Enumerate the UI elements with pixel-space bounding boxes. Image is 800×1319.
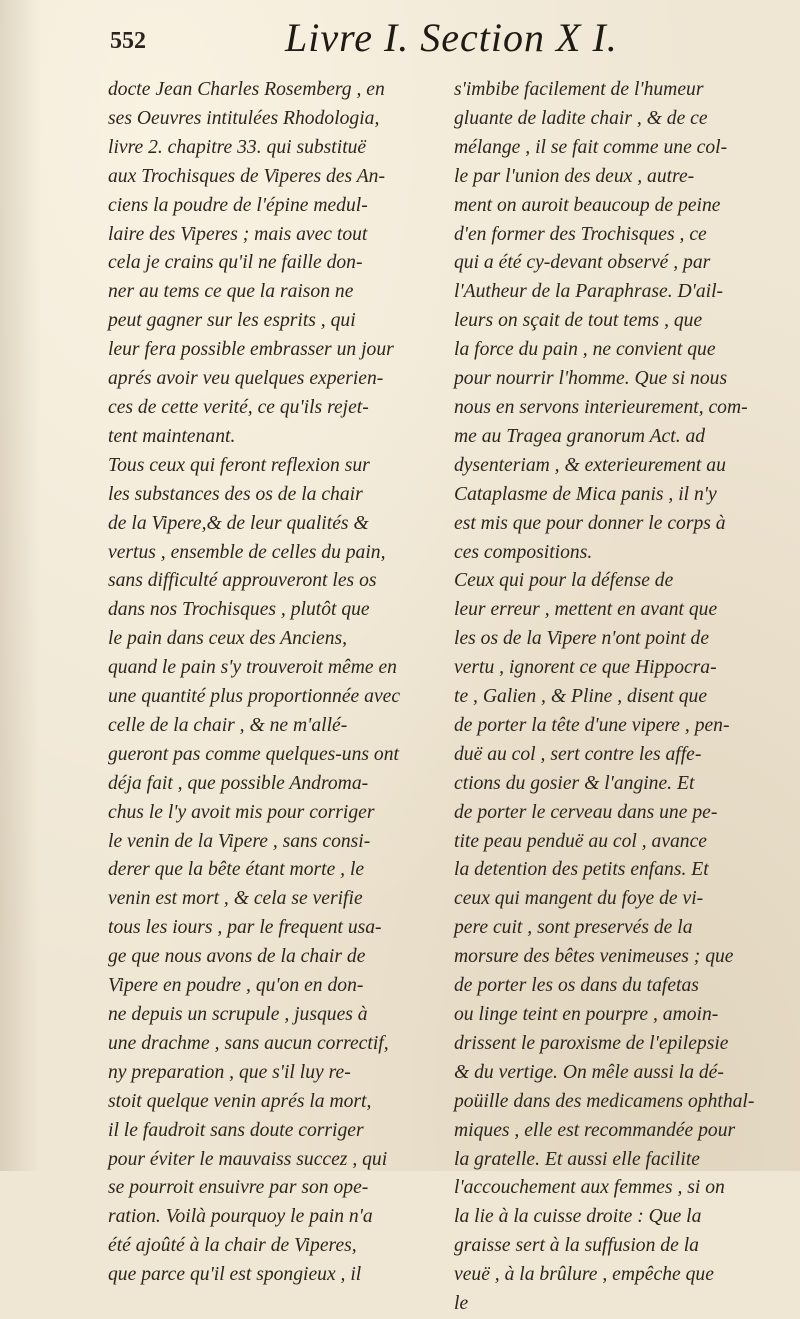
text-line: duë au col , sert contre les affe- [454, 743, 702, 765]
text-line: l'accouchement aux femmes , si on [454, 1177, 725, 1199]
text-line: le venin de la Vipere , sans consi- [108, 830, 371, 852]
text-line: Cataplasme de Mica panis , il n'y [454, 483, 717, 505]
text-line: me au Tragea granorum Act. ad [454, 425, 706, 447]
text-line: de porter le cerveau dans une pe- [454, 801, 718, 823]
text-line: les substances des os de la chair [108, 483, 363, 505]
page-number: 552 [110, 28, 146, 54]
text-line: pere cuit , sont preservés de la [454, 917, 693, 939]
right-column [454, 76, 784, 1319]
spine-shadow [0, 0, 40, 1171]
text-line: se pourroit ensuivre par son ope- [108, 1177, 369, 1199]
text-line: graisse sert à la suffusion de la [454, 1235, 699, 1257]
text-line: ge que nous avons de la chair de [108, 946, 366, 968]
text-line: nous en servons interieurement, com- [454, 396, 748, 418]
text-line: quand le pain s'y trouveroit même en [108, 657, 397, 679]
text-line: déja fait , que possible Androma- [108, 772, 369, 794]
text-line: sans difficulté approuveront les os [108, 570, 377, 592]
text-line: les os de la Vipere n'ont point de [454, 628, 710, 650]
text-line: cela je crains qu'il ne faille don- [108, 252, 363, 274]
text-line: une drachme , sans aucun correctif, [108, 1032, 389, 1054]
text-line: la gratelle. Et aussi elle facilite [454, 1148, 700, 1170]
text-line: la detention des petits enfans. Et [454, 859, 709, 881]
text-line: derer que la bête étant morte , le [108, 859, 365, 881]
text-line: livre 2. chapitre 33. qui substituë [108, 136, 367, 158]
text-line: ceux qui mangent du foye de vi- [454, 888, 704, 910]
text-columns [108, 76, 784, 1315]
text-line: aprés avoir veu quelques experien- [108, 368, 384, 390]
text-line: de porter la tête d'une vipere , pen- [454, 714, 730, 736]
text-line: vertus , ensemble de celles du pain, [108, 541, 386, 563]
text-line: poüille dans des medicamens ophthal- [454, 1090, 755, 1112]
text-line: ration. Voilà pourquoy le pain n'a [108, 1206, 373, 1228]
text-line: pour éviter le mauvaiss succez , qui [108, 1148, 388, 1170]
left-column [108, 76, 438, 1290]
text-line: pour nourrir l'homme. Que si nous [454, 368, 728, 390]
text-line: Tous ceux qui feront reflexion sur [108, 454, 370, 476]
text-line: celle de la chair , & ne m'allé- [108, 714, 348, 736]
text-line: ou linge teint en pourpre , amoin- [454, 1004, 719, 1025]
text-line: leur erreur , mettent en avant que [454, 599, 718, 621]
text-line: s'imbibe facilement de l'humeur [454, 79, 704, 100]
text-line: Vipere en poudre , qu'on en don- [108, 975, 364, 997]
text-line: l'Autheur de la Paraphrase. D'ail- [454, 281, 724, 303]
text-line: gueront pas comme quelques-uns ont [108, 743, 399, 765]
text-line: ment on auroit beaucoup de peine [454, 194, 721, 216]
text-line: aux Trochisques de Viperes des An- [108, 165, 385, 187]
text-line: leur fera possible embrasser un jour [108, 339, 394, 361]
text-line: mélange , il se fait comme une col- [454, 136, 728, 158]
text-line: ses Oeuvres intitulées Rhodologia, [108, 107, 380, 129]
text-line: laire des Viperes ; mais avec tout [108, 223, 368, 245]
text-line: qui a été cy-devant observé , par [454, 252, 711, 274]
text-line: Ceux qui pour la défense de [454, 570, 674, 592]
text-line: la lie à la cuisse droite : Que la [454, 1206, 702, 1228]
text-line: docte Jean Charles Rosemberg , en [108, 79, 385, 100]
text-line: le par l'union des deux , autre- [454, 165, 695, 187]
text-line: ny preparation , que s'il luy re- [108, 1061, 351, 1083]
text-line: une quantité plus proportionnée avec [108, 686, 401, 708]
text-line: miques , elle est recommandée pour [454, 1119, 736, 1141]
text-line: il le faudroit sans doute corriger [108, 1119, 364, 1141]
text-line: te , Galien , & Pline , disent que [454, 686, 708, 708]
text-line: que parce qu'il est spongieux , il [108, 1264, 362, 1286]
text-line: le pain dans ceux des Anciens, [108, 628, 348, 650]
text-line: dysenteriam , & exterieurement au [454, 454, 726, 476]
text-line: morsure des bêtes venimeuses ; que [454, 946, 734, 968]
text-line: stoit quelque venin aprés la mort, [108, 1090, 372, 1112]
text-line: ctions du gosier & l'angine. Et [454, 772, 695, 794]
text-line: tent maintenant. [108, 425, 236, 447]
text-line: peut gagner sur les esprits , qui [108, 310, 356, 332]
text-line: chus le l'y avoit mis pour corriger [108, 801, 375, 823]
text-line: ces compositions. [454, 541, 593, 563]
text-line: de la Vipere,& de leur qualités & [108, 512, 369, 534]
text-line: dans nos Trochisques , plutôt que [108, 599, 370, 621]
text-line: ner au tems ce que la raison ne [108, 281, 354, 303]
text-line: d'en former des Trochisques , ce [454, 223, 707, 245]
running-title: Livre I. Section X I. [285, 15, 618, 60]
text-line: tite peau penduë au col , avance [454, 830, 707, 852]
text-line: été ajoûté à la chair de Viperes, [108, 1235, 357, 1257]
text-line: la force du pain , ne convient que [454, 339, 716, 361]
text-line: gluante de ladite chair , & de ce [454, 107, 708, 129]
text-line: leurs on sçait de tout tems , que [454, 310, 703, 332]
text-line: de porter les os dans du tafetas [454, 975, 699, 997]
text-line: ciens la poudre de l'épine medul- [108, 194, 368, 216]
text-line: veuë , à la brûlure , empêche que [454, 1264, 714, 1286]
text-line: drissent le paroxisme de l'epilepsie [454, 1032, 729, 1054]
text-line: est mis que pour donner le corps à [454, 512, 726, 534]
text-line: ces de cette verité, ce qu'ils rejet- [108, 396, 369, 418]
text-line: & du vertige. On mêle aussi la dé- [454, 1061, 724, 1083]
text-line: tous les iours , par le frequent usa- [108, 917, 382, 939]
text-line: vertu , ignorent ce que Hippocra- [454, 657, 717, 679]
text-line: le [454, 1293, 469, 1315]
text-line: ne depuis un scrupule , jusques à [108, 1004, 368, 1025]
text-line: venin est mort , & cela se verifie [108, 888, 363, 910]
